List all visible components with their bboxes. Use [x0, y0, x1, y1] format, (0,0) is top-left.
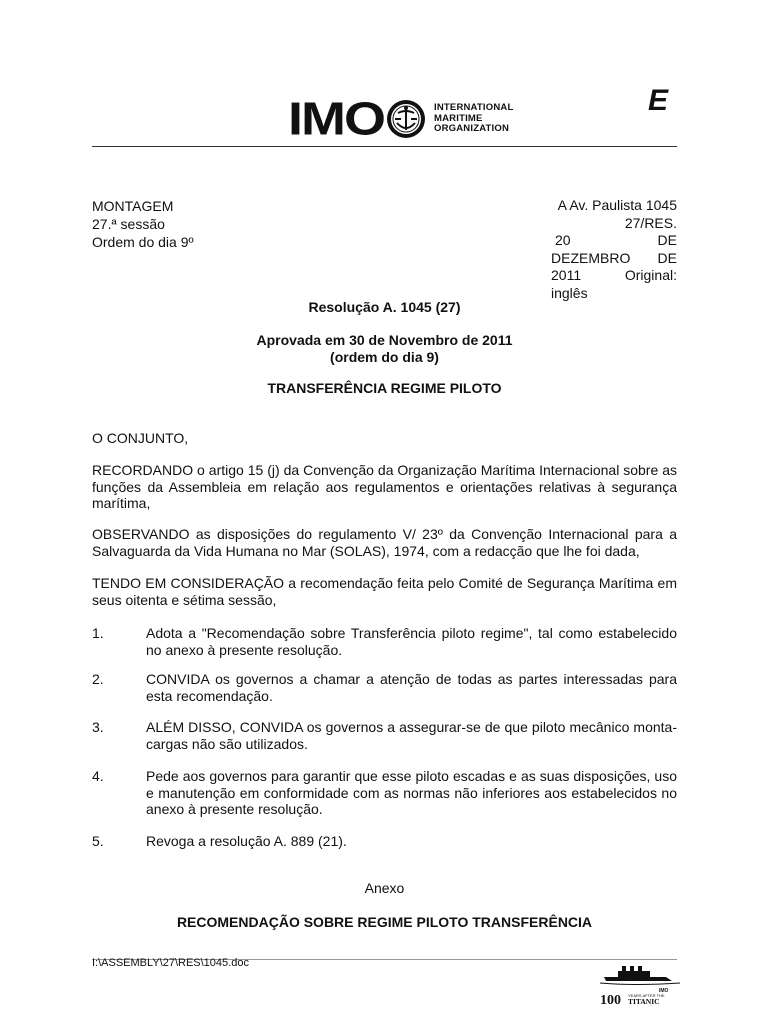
meta-right [551, 197, 677, 302]
header-rule [92, 146, 677, 147]
svg-text:IMO: IMO [659, 988, 669, 994]
date-line1: 20 DE [555, 232, 677, 248]
considering-paragraph: TENDO EM CONSIDERAÇÃO a recomendação feita pelo Comité de Segurança Marítima em seus oitenta e sétima sessão, [92, 575, 677, 608]
file-path: I:\ASSEMBLY\27\RES\1045.doc [92, 957, 249, 969]
recalling-paragraph: RECORDANDO o artigo 15 (j) da Convenção da Organização Marítima Internacional sobre as funções da Assembleia em relação aos regulamentos e orientações relativas à segurança marítima, [92, 462, 677, 511]
titanic-anniversary-logo [596, 962, 686, 1006]
document-page: IMO INTERNATIONAL MARITIME ORGANIZATION E MONTAGEM 27.ª sessão Ordem do dia 9º A Av. Paulista 1045 27/RES. 20 DE DEZEMBRO DE 2011 Original: inglês Resolução A. 1045 (27) Aprovada em 30 de Novembro de 2011 (ordem do dia 9) TRANSFERÊNCIA REGIME PILOTO O CONJUNTO, RECORDANDO o artigo 15 (j) da Convenção da Organização Marítima Internacional sobre as funções da Assembleia em relação aos regulamentos e orientações relativas à segurança marítima, OBSERVANDO as disposições do regulamento V/ 23º da Convenção Internacional para a Salvaguarda da Vida Humana no Mar (SOLAS), 1974, com a redacção que lhe foi dada, TENDO EM CONSIDERAÇÃO a recomendação feita pelo Comité de Segurança Marítima em seus oitenta e sétima sessão, 1. Adota a "Recomendação sobre Transferência piloto regime", tal como estabelecido no anexo à presente resolução. 2. CONVIDA os governos a chamar a atenção de todas as partes interessadas para esta recomendação. 3. ALÉM DISSO, CONVIDA os governos a assegurar-se de que piloto mecânico monta-cargas não são utilizados. 4. Pede aos governos para garantir que esse piloto escadas e as suas disposições, uso e manutenção em conformidade com as normas não inferiores aos estabelecidos no anexo à presente resolução. 5. Revoga a resolução A. 889 (21). Anexo RECOMENDAÇÃO SOBRE REGIME PILOTO TRANSFERÊNCIA I:\ASSEMBLY\27\RES\1045.doc IMO 100 YEARS AFTER THE TITANIC [0, 0, 768, 1024]
svg-text:100: 100 [600, 993, 621, 1006]
noting-paragraph: OBSERVANDO as disposições do regulamento V/ 23º da Convenção Internacional para a Salvaguarda da Vida Humana no Mar (SOLAS), 1974, com a redacção que lhe foi dada, [92, 526, 677, 559]
svg-text:TITANIC: TITANIC [628, 997, 660, 1006]
date-line3: 2011 Original: [551, 267, 677, 283]
session-number: 27.ª sessão [92, 216, 165, 232]
imo-seal-icon [386, 99, 426, 139]
logo-org-name: INTERNATIONAL MARITIME ORGANIZATION [434, 102, 514, 135]
adopted-date: Aprovada em 30 de Novembro de 2011 [256, 332, 513, 348]
session-label: MONTAGEM [92, 198, 174, 214]
language-code: E [648, 84, 669, 117]
logo-letters: IMO [288, 93, 384, 145]
resolution-title: Resolução A. 1045 (27) [308, 299, 461, 315]
annex-title: RECOMENDAÇÃO SOBRE REGIME PILOTO TRANSFERÊNCIA [176, 914, 593, 930]
adopted-agenda: (ordem do dia 9) [330, 349, 439, 365]
annex-label: Anexo [364, 880, 405, 896]
meta-left [92, 197, 194, 251]
resolution-subject: TRANSFERÊNCIA REGIME PILOTO [267, 380, 502, 396]
agenda-item: Ordem do dia 9º [92, 234, 194, 250]
assembly-heading: O CONJUNTO, [92, 430, 189, 446]
imo-logo [288, 93, 514, 145]
original-language: inglês [551, 284, 588, 301]
doc-symbol-line1: A Av. Paulista 1045 [557, 197, 677, 213]
svg-text:YEARS AFTER THE: YEARS AFTER THE [628, 993, 665, 998]
doc-symbol-line2: 27/RES. [624, 214, 677, 231]
date-line2: DEZEMBRO DE [551, 249, 677, 266]
